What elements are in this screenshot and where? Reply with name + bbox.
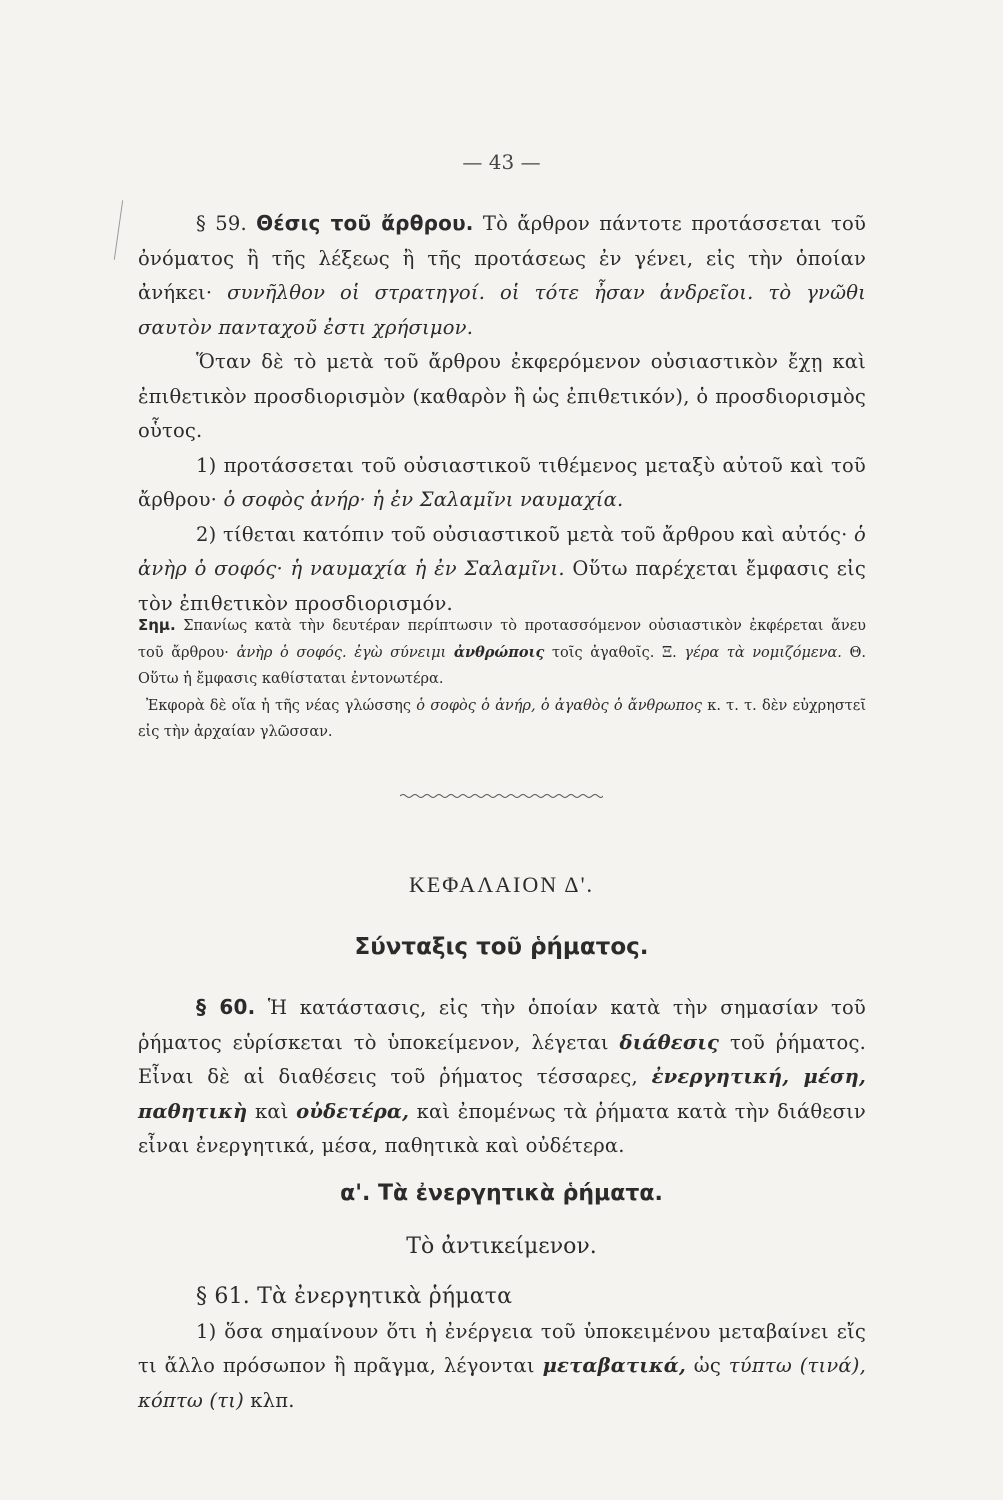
section-60-text-1: Ἡ κατάστασις, εἰς τὴν ὁποίαν κατὰ τὴν σημασίαν τοῦ ῥήματος εὑρίσκεται τὸ ὑποκείμενον, λέγεται: [138, 996, 866, 1054]
section-61-example: τύπτω (τινά), κόπτω (τι): [138, 1354, 866, 1412]
note-paragraph-1: [138, 612, 866, 693]
section-61-heading: § 61. Τὰ ἐνεργητικὰ ῥήματα: [196, 1284, 513, 1309]
section-59-text-2: Ὅταν δὲ τὸ μετὰ τοῦ ἄρθρου ἐκφερόμενον οὐσιαστικὸν ἔχῃ καὶ ἐπιθετικὸν προσδιορισμὸν (καθαρὸν ἢ ὡς ἐπιθετικόν), ὁ προσδιορισμὸς οὗτος.: [138, 350, 866, 442]
chapter-subtitle: Σύνταξις τοῦ ῥήματος.: [354, 934, 649, 960]
section-59-paragraph-4: [138, 518, 866, 622]
margin-mark: [114, 200, 123, 260]
section-59-paragraph-2: [138, 345, 866, 449]
section-60-number: § 60.: [196, 995, 256, 1019]
section-59: [138, 206, 866, 621]
section-59-example-1: συνῆλθον οἱ στρατηγοί. οἱ τότε ἦσαν ἀνδρεῖοι. τὸ γνῶθι σαυτὸν πανταχοῦ ἐστι χρήσιμον.: [138, 281, 866, 339]
note-text-2: τοῖς ἀγαθοῖς. Ξ.: [552, 644, 677, 661]
chapter-title: ΚΕΦΑΛΑΙΟΝ Δ'.: [408, 872, 595, 897]
section-59-paragraph-3: [138, 449, 866, 518]
note-label: Σημ.: [138, 616, 176, 634]
note-text-3: Θ. Οὕτω ἡ ἔμφασις καθίσταται ἐντονωτέρα.: [138, 644, 867, 687]
section-60-term-1: διάθεσις: [619, 1030, 720, 1054]
section-59-text-4: 2) τίθεται κατόπιν τοῦ οὐσιαστικοῦ μετὰ τοῦ ἄρθρου καὶ αὐτός·: [196, 522, 848, 546]
section-59-number: § 59.: [196, 212, 247, 235]
note-example-1: ἀνὴρ ὁ σοφός. ἐγὼ σύνειμι: [236, 644, 447, 661]
section-60-text-2: τοῦ ῥήματος. Εἶναι δὲ αἱ διαθέσεις τοῦ ῥήματος τέσσαρες,: [138, 1030, 867, 1088]
section-59-title: Θέσις τοῦ ἄρθρου.: [256, 211, 474, 235]
note-example-2: ἀνθρώποις: [453, 643, 545, 661]
section-59-text-3: 1) προτάσσεται τοῦ οὐσιαστικοῦ τιθέμενος μεταξὺ αὐτοῦ καὶ τοῦ ἄρθρου·: [138, 453, 866, 511]
section-60-text-3: καὶ: [254, 1099, 289, 1123]
page-number: — 43 —: [462, 150, 541, 174]
note-text-4: Ἐκφορὰ δὲ οἵα ἡ τῆς νέας γλώσσης: [146, 697, 411, 714]
section-61-paragraph: [138, 1315, 866, 1419]
section-59-text-1: Τὸ ἄρθρον πάντοτε προτάσσεται τοῦ ὀνόματος ἢ τῆς λέξεως ἢ τῆς προτάσεως ἐν γένει, εἰς τὴν ὁποίαν ἀνήκει·: [138, 212, 866, 304]
note-paragraph-2: [138, 693, 866, 746]
section-60-term-2: ἐνεργητική, μέση, παθητικὴ: [138, 1065, 867, 1123]
note-example-4: ὁ σοφὸς ὁ ἀνήρ, ὁ ἀγαθὸς ὁ ἄνθρωπος: [416, 697, 702, 714]
section-60-term-3: οὐδετέρα,: [296, 1099, 410, 1123]
section-59-paragraph-1: [138, 206, 866, 345]
section-59-note: [138, 612, 866, 746]
section-59-example-4: ὁ ἀνὴρ ὁ σοφός· ἡ ναυμαχία ἡ ἐν Σαλαμῖνι.: [138, 522, 866, 580]
section-61-text-1: 1) ὅσα σημαίνουν ὅτι ἡ ἐνέργεια τοῦ ὑποκειμένου μεταβαίνει εἴς τι ἄλλο πρόσωπον ἢ πρᾶγμα, λέγονται: [138, 1319, 866, 1377]
section-61-heading-line: [138, 1280, 866, 1315]
section-61-text-3: κλπ.: [250, 1388, 295, 1412]
section-60: [138, 990, 866, 1164]
section-59-example-3: ὁ σοφὸς ἀνήρ· ἡ ἐν Σαλαμῖνι ναυμαχία.: [223, 488, 624, 511]
section-60-text-4: καὶ ἐπομένως τὰ ῥήματα κατὰ τὴν διάθεσιν εἶναι ἐνεργητικά, μέσα, παθητικὰ καὶ οὐδέτερα.: [138, 1099, 866, 1157]
section-61-text-2: ὡς: [693, 1354, 721, 1377]
note-example-3: γέρα τὰ νομιζόμενα.: [684, 644, 842, 661]
section-60-paragraph: [138, 990, 866, 1164]
subsection-heading-b: Τὸ ἀντικείμενον.: [406, 1234, 597, 1259]
wavy-divider: [400, 793, 603, 799]
section-59-text-4b: Οὕτω παρέχεται ἔμφασις εἰς τὸν ἐπιθετικὸν προσδιορισμόν.: [138, 557, 866, 615]
note-text-5: κ. τ. τ. δὲν εὐχρηστεῖ εἰς τὴν ἀρχαίαν γλῶσσαν.: [138, 697, 867, 740]
subsection-heading-a: α'. Τὰ ἐνεργητικὰ ῥήματα.: [340, 1181, 663, 1206]
note-text-1: Σπανίως κατὰ τὴν δευτέραν περίπτωσιν τὸ προτασσόμενον οὐσιαστικὸν ἐκφέρεται ἄνευ τοῦ ἄρθρου·: [138, 618, 866, 661]
section-61-term: μεταβατικά,: [542, 1354, 686, 1377]
section-61: [138, 1280, 866, 1418]
